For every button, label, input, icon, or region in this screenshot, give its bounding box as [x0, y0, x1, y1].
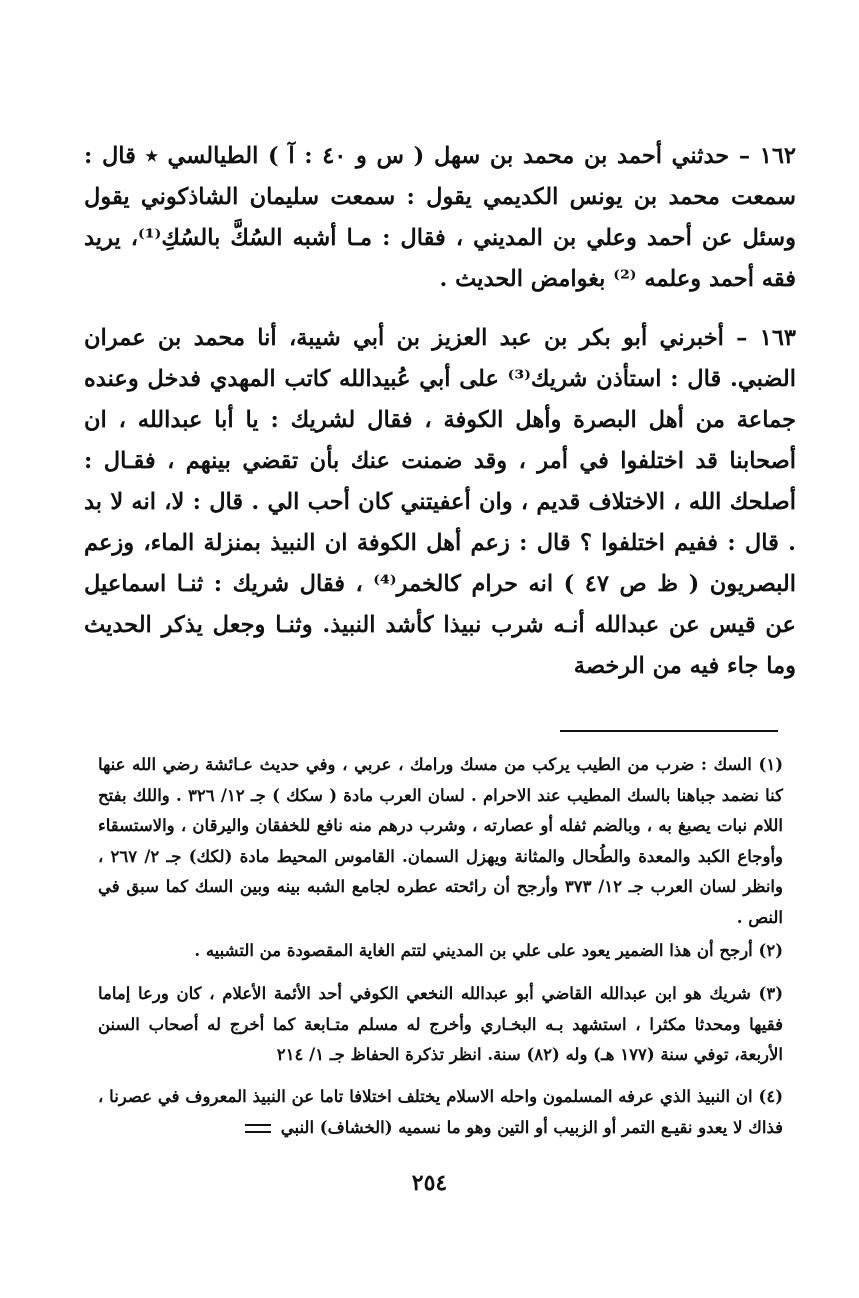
footnote-2 — [98, 936, 783, 967]
hadith-paragraph-162 — [84, 136, 796, 300]
footnote-text: (٢) أرجح أن هذا الضمير يعود على علي بن المديني لتتم الغاية المقصودة من التشبيه . — [194, 941, 783, 960]
paragraph-text: ١٦٢ – حدثني أحمد بن محمد بن سهل ( س و ٤٠ : آ ) الطيالسي ٭ قال : سمعت محمد بن يونس الكديمي يقول : سمعت سليمان الشاذكوني يقول وسئل عن أحمد وعلي بن المديني ، فقال : مـا أشبه السُكَّ بالسُكِ⁽¹⁾، يريد فقه أحمد وعلمه ⁽²⁾ بغوامض الحديث . — [84, 143, 797, 292]
page-number: ٢٥٤ — [411, 1170, 448, 1196]
footnote-text — [98, 1082, 783, 1143]
continuation-mark — [245, 1124, 271, 1133]
footnote-text: (١) السك : ضرب من الطيب يركب من مسك ورامك ، عربي ، وفي حديث عـائشة رضي الله عنها كنا نضمد جباهنا بالسك المطيب عند الاحرام . لسان العرب مادة ( سكك ) جـ ١٢/ ٣٢٦ . واللك بفتح اللام نبات يصبغ به ، وبالضم ثفله أو عصارته ، وشرب درهم منه نافع للخفقان واليرقان ، والاستسقاء وأوجاع الكبد والمعدة والطُحال والمثانة ويهزل السمان. القاموس المحيط مادة (لكك) جـ ٢/ ٢٦٧ ، وانظر لسان العرب جـ ١٢/ ٣٧٣ وأرجح أن رائحته عطره لجامع الشبه بينه وبين السك كما سبق في النص . — [98, 755, 783, 927]
paragraph-text: ١٦٣ – أخبرني أبو بكر بن عبد العزيز بن أبي شيبة، أنا محمد بن عمران الضبي. قال : استأذن شريك⁽³⁾ على أبي عُبيدالله كاتب المهدي فدخل وعنده جماعة من أهل البصرة وأهل الكوفة ، فقال لشريك : يا أبا عبدالله ، ان أصحابنا قد اختلفوا في أمر ، وقد ضمنت عنك بأن تقضي بينهم ، فقـال : أصلحك الله ، الاختلاف قديم ، وان أعفيتني كان أحب الي . قال : لا، انه لا بد . قال : ففيم اختلفوا ؟ قال : زعم أهل الكوفة ان النبيذ بمنزلة الماء، وزعم البصريون ( ظ ص ٤٧ ) انه حرام كالخمر⁽⁴⁾ ، فقال شريك : ثنـا اسماعيل عن قيس عن عبدالله أنـه شرب نبيذا كأشد النبيذ. وثنـا وجعل يذكر الحديث وما جاء فيه من الرخصة — [84, 325, 796, 679]
footnote-4 — [98, 1082, 783, 1143]
footnote-4-text: (٤) ان النبيذ الذي عرفه المسلمون واحله الاسلام يختلف اختلافا تاما عن النبيذ المعروف في عصرنا ، فذاك لا يعدو نقيـع التمر أو الزبيب أو التين وهو ما نسميه (الخشاف) النبي — [98, 1087, 783, 1137]
footnote-text: (٣) شريك هو ابن عبدالله القاضي أبو عبدالله النخعي الكوفي أحد الأئمة الأعلام ، كان ورعا إماما فقيها ومحدثا مكثرا ، استشهد بـه البخـاري وأخرج له مسلم متـابعة كما أخرج له أصحاب السنن الأربعة، توفي سنة (١٧٧ هـ) وله (٨٢) سنة. انظر تذكرة الحفاظ جـ ١/ ٢١٤ — [98, 984, 783, 1064]
footnote-separator — [560, 730, 778, 732]
hadith-paragraph-163 — [84, 318, 796, 687]
footnote-3 — [98, 979, 783, 1071]
footnote-1 — [98, 750, 783, 933]
